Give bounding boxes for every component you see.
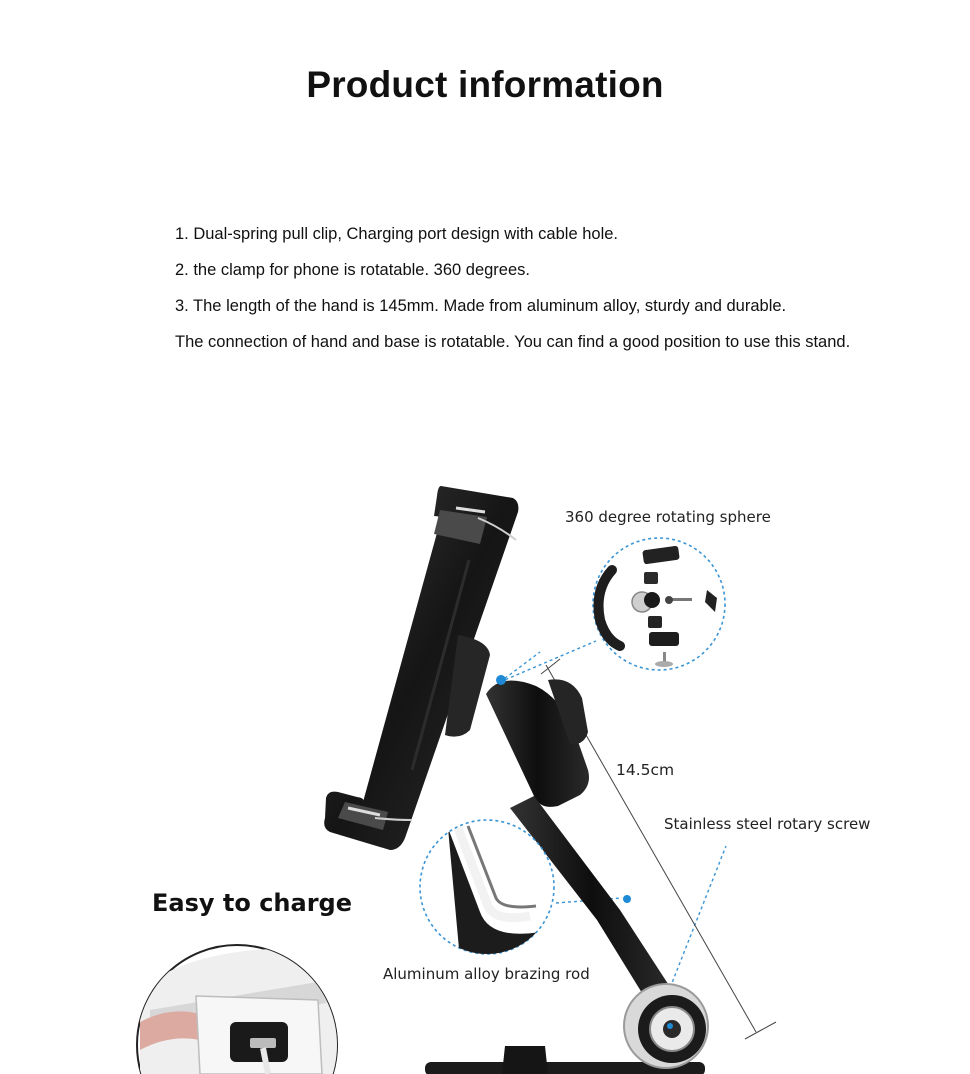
feature-line-2: 2. the clamp for phone is rotatable. 360 degrees.	[175, 261, 530, 279]
charging-detail-circle	[137, 945, 340, 1074]
stand-base	[425, 984, 708, 1074]
charge-caption: Easy to charge	[152, 889, 352, 917]
feature-line-1: 1. Dual-spring pull clip, Charging port design with cable hole.	[175, 225, 618, 243]
rod-detail-circle	[420, 820, 556, 960]
product-figure	[0, 440, 970, 1074]
feature-line-3: 3. The length of the hand is 145mm. Made from aluminum alloy, sturdy and durable.	[175, 297, 787, 315]
length-caption: 14.5cm	[616, 761, 675, 779]
feature-list	[175, 216, 955, 360]
screw-caption: Stainless steel rotary screw	[664, 815, 871, 833]
sphere-detail-circle	[593, 538, 725, 670]
sphere-caption: 360 degree rotating sphere	[565, 508, 771, 526]
feature-line-4: The connection of hand and base is rotatable. You can find a good position to use this stand.	[175, 333, 851, 351]
tablet-clamp	[324, 486, 518, 850]
rod-caption: Aluminum alloy brazing rod	[383, 965, 590, 983]
page-title: Product information	[306, 64, 664, 105]
